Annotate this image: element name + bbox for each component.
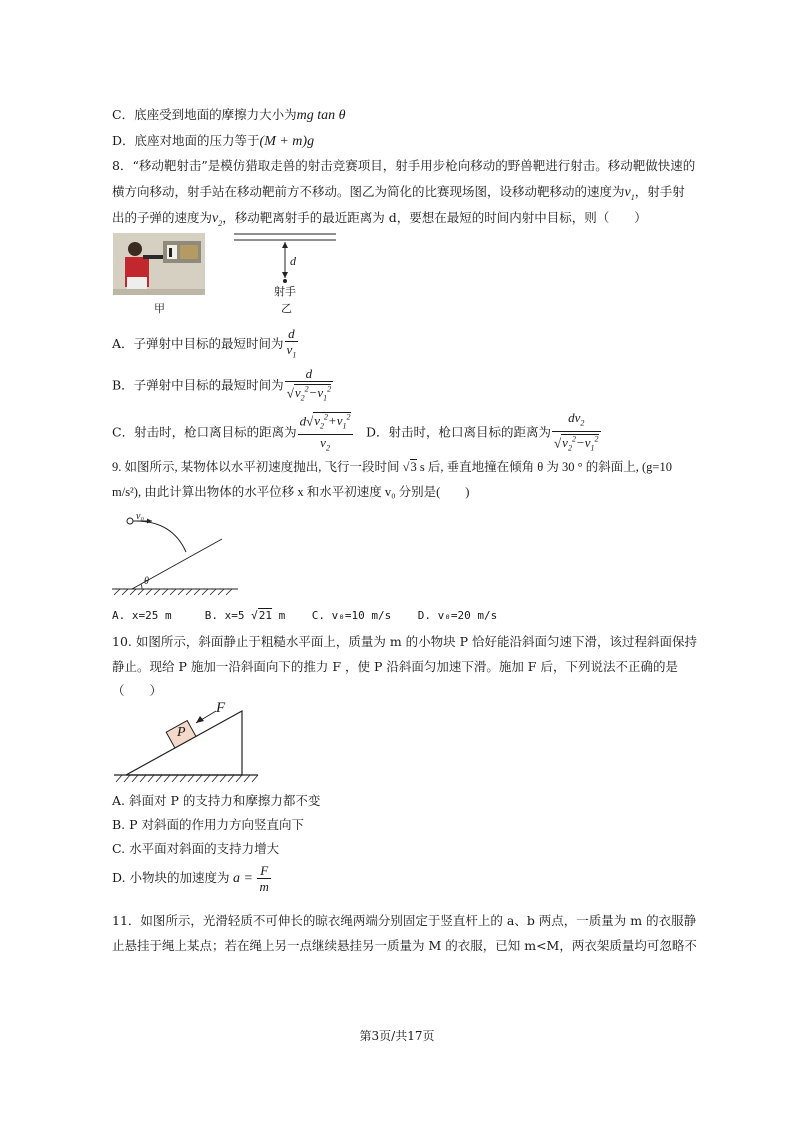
q10-option-d	[112, 860, 272, 897]
q10-option-c: C. 水平面对斜面的支持力增大	[112, 841, 280, 856]
v1-symbol: $v_1$	[624, 185, 635, 202]
q9-stem-line1: 9. 如图所示, 某物体以水平初速度抛出, 飞行一段时间 √3 s 后, 垂直地撞在倾角 θ 为 30 ° 的斜面上, (g=10	[112, 460, 672, 474]
fraction-c: $\frac{d√v_2^2+v_1^2}{v_2}$	[298, 410, 353, 456]
v2-symbol: $v_2$	[212, 211, 223, 228]
q8-option-d	[366, 410, 602, 456]
q10-stem-line2: 静止。现给 P 施加一沿斜面向下的推力 F ，使 P 沿斜面匀加速下滑。施加 F 后，下列说法不正确的是	[112, 659, 678, 674]
q8-stem-line3	[112, 209, 647, 233]
q9-option-a: A. x=25 m	[112, 609, 172, 622]
q10-option-a: A. 斜面对 P 的支持力和摩擦力都不变	[112, 793, 321, 808]
q8-stem-line1: 8．“移动靶射击”是模仿猎取走兽的射击竞赛项目，射手用步枪向移动的野兽靶进行射击。移动靶做快速的	[112, 158, 696, 173]
q9-stem-line1c: θ 为 30 ° 的斜面上, (g=10	[537, 460, 672, 474]
page-footer: 第3页/共17页	[359, 1029, 435, 1043]
v0-label: v₀	[136, 511, 144, 522]
figure-caption-jia: 甲	[154, 302, 165, 315]
q7-option-d-formula: (M + m)g	[259, 134, 315, 149]
q8-option-c-text: C．射击时，枪口离目标的距离为	[112, 424, 297, 440]
q8-option-d-text: D．射击时，枪口离目标的距离为	[366, 424, 552, 440]
q7-option-c	[112, 106, 345, 125]
q9-option-d: D. v₀=20 m/s	[417, 609, 498, 622]
q7-option-d-text: D．底座对地面的压力等于	[112, 133, 260, 148]
fraction-d-over-v1: $\frac{d}{v_1}$	[285, 326, 299, 363]
shooter-photo	[113, 233, 205, 295]
q9-options: A. x=25 m B. x=5 √21 m C. v₀=10 m/s D. v₀=20 m/s	[112, 609, 498, 622]
figure-caption-yi: 乙	[281, 302, 292, 315]
q7-option-c-text: C．底座受到地面的摩擦力大小为	[112, 107, 297, 122]
force-label-f: F	[216, 700, 226, 716]
fraction-d-over-sqrt-diff: $\frac{d}{√v_2^2-v_1^2}$	[285, 366, 333, 406]
q8-option-b	[112, 366, 334, 406]
q7-option-d	[112, 132, 314, 151]
q8-stem-line3a: 出的子弹的速度为	[112, 210, 213, 225]
projectile-incline-diagram	[110, 510, 242, 600]
q8-stem-line2b: ，射手射	[634, 184, 685, 199]
shooter-label: 射手	[274, 285, 296, 298]
q10-stem-line3: （ ）	[112, 683, 163, 698]
q8-stem-line2a: 横方向移动，射手站在移动靶前方不移动。图乙为简化的比赛现场图，设移动靶移动的速度为	[112, 184, 625, 199]
fraction-d: $\frac{dv_2}{√v_2^2-v_1^2}$	[552, 410, 600, 456]
sqrt3-value: 3	[410, 460, 417, 474]
q8-stem-line2	[112, 183, 685, 207]
q8-option-a	[112, 326, 299, 363]
theta-label: θ	[144, 576, 149, 587]
block-label-p: P	[177, 725, 186, 740]
q8-stem-line3b: ，移动靶离射手的最近距离为 d，要想在最短的时间内射中目标，则（ ）	[222, 210, 647, 225]
q8-option-c	[112, 410, 354, 456]
q9-stem-line1a: 9. 如图所示, 某物体以水平初速度抛出, 飞行一段时间	[112, 460, 400, 474]
q9-option-b-radicand: 21	[258, 609, 272, 622]
q9-option-b-pre: B. x=5	[204, 609, 245, 622]
q10-option-d-text: D. 小物块的加速度为	[112, 870, 230, 885]
q8-option-b-text: B．子弹射中目标的最短时间为	[112, 377, 284, 393]
q11-stem-line2: 止悬挂于绳上某点；若在绳上另一点继续悬挂另一质量为 M 的衣服，已知 m<M，两衣架质量均可忽略不	[112, 938, 697, 953]
q7-option-c-formula: mg tan θ	[296, 108, 346, 123]
q10-stem-line1: 10. 如图所示，斜面静止于粗糙水平面上，质量为 m 的小物块 P 恰好能沿斜面匀速下滑，该过程斜面保持	[112, 634, 698, 649]
distance-label: d	[290, 254, 296, 268]
q11-stem-line1: 11．如图所示，光滑轻质不可伸长的晾衣绳两端分别固定于竖直杆上的 a、b 两点，一质量为 m 的衣服静	[112, 913, 697, 928]
a-equals: a =	[229, 871, 257, 886]
q9-option-c: C. v₀=10 m/s	[311, 609, 392, 622]
fraction-f-over-m: $\frac{F}{m}$	[259, 863, 269, 894]
q9-option-b-post: m	[278, 609, 286, 622]
q8-option-a-text: A．子弹射中目标的最短时间为	[112, 335, 284, 351]
incline-block-diagram	[112, 703, 262, 787]
q10-option-b: B. P 对斜面的作用力方向竖直向下	[112, 817, 305, 832]
q9-stem-line2: m/s²), 由此计算出物体的水平位移 x 和水平初速度 v₀ 分别是( )	[112, 485, 470, 499]
q9-stem-line1b: s 后, 垂直地撞在倾角	[419, 460, 535, 474]
